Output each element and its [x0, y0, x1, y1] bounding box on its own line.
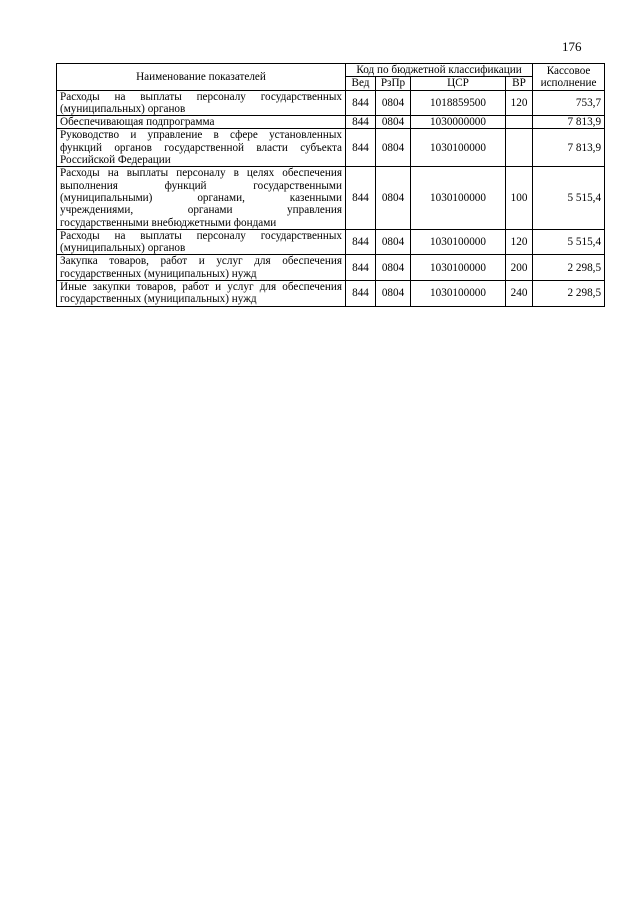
row-rzpr: 0804 — [376, 229, 411, 255]
row-name-line: государственных (муниципальных) нужд — [60, 293, 257, 306]
page-number: 176 — [562, 39, 582, 54]
row-vr: 120 — [506, 229, 533, 255]
budget-table — [56, 63, 605, 307]
row-name-line: (муниципальными) органами, казенными — [60, 191, 342, 204]
row-amount: 5 515,4 — [533, 229, 605, 255]
row-csr: 1030100000 — [411, 229, 506, 255]
row-csr: 1018859500 — [411, 90, 506, 116]
header-execution — [533, 64, 605, 91]
row-csr: 1030000000 — [411, 116, 506, 129]
row-vr — [506, 129, 533, 167]
row-ved: 844 — [346, 90, 376, 116]
row-name — [57, 167, 346, 229]
table-row — [57, 90, 605, 116]
row-rzpr: 0804 — [376, 90, 411, 116]
row-ved: 844 — [346, 116, 376, 129]
row-name-line: выполнения функций государственными — [60, 179, 342, 192]
row-amount: 7 813,9 — [533, 129, 605, 167]
row-ved: 844 — [346, 229, 376, 255]
row-amount: 5 515,4 — [533, 167, 605, 229]
table-row — [57, 255, 605, 281]
row-name — [57, 129, 346, 167]
row-name-line: (муниципальных) органов — [60, 242, 186, 255]
header-csr: ЦСР — [411, 77, 506, 90]
header-code-group: Код по бюджетной классификации — [346, 64, 533, 77]
header-rzpr: РзПр — [376, 77, 411, 90]
row-amount: 2 298,5 — [533, 281, 605, 307]
row-ved: 844 — [346, 129, 376, 167]
header-ved: Вед — [346, 77, 376, 90]
row-name-line: Расходы на выплаты персоналу государственных — [60, 90, 342, 103]
row-name — [57, 281, 346, 307]
row-name — [57, 90, 346, 116]
row-rzpr: 0804 — [376, 129, 411, 167]
row-rzpr: 0804 — [376, 167, 411, 229]
row-name-line: Российской Федерации — [60, 154, 171, 167]
row-name-line: Расходы на выплаты персоналу государственных — [60, 229, 342, 242]
row-amount: 7 813,9 — [533, 116, 605, 129]
row-name-line: Закупка товаров, работ и услуг для обеспечения — [60, 255, 342, 268]
header-name: Наименование показателей — [57, 64, 346, 91]
row-vr: 240 — [506, 281, 533, 307]
header-vr: ВР — [506, 77, 533, 90]
header-execution-line2: исполнение — [540, 76, 597, 89]
row-vr: 100 — [506, 167, 533, 229]
row-amount: 753,7 — [533, 90, 605, 116]
row-name-line: учреждениями, органами управления — [60, 204, 342, 217]
row-vr: 200 — [506, 255, 533, 281]
row-csr: 1030100000 — [411, 255, 506, 281]
header-execution-line1: Кассовое — [546, 64, 591, 77]
table-row — [57, 229, 605, 255]
row-name-line: Расходы на выплаты персоналу в целях обеспечения — [60, 167, 342, 180]
row-amount: 2 298,5 — [533, 255, 605, 281]
row-csr: 1030100000 — [411, 281, 506, 307]
row-name-line: функций органов государственной власти субъекта — [60, 141, 342, 154]
table-row — [57, 116, 605, 129]
row-ved: 844 — [346, 167, 376, 229]
row-name-line: (муниципальных) органов — [60, 102, 186, 115]
row-csr: 1030100000 — [411, 167, 506, 229]
row-rzpr: 0804 — [376, 281, 411, 307]
row-name — [57, 116, 346, 129]
table-row — [57, 281, 605, 307]
row-vr — [506, 116, 533, 129]
row-rzpr: 0804 — [376, 255, 411, 281]
row-name-line: Руководство и управление в сфере установленных — [60, 129, 342, 142]
row-vr: 120 — [506, 90, 533, 116]
table-row — [57, 129, 605, 167]
table-body — [57, 90, 605, 306]
table-row — [57, 167, 605, 229]
row-rzpr: 0804 — [376, 116, 411, 129]
row-name-line: государственных (муниципальных) нужд — [60, 267, 257, 280]
row-ved: 844 — [346, 281, 376, 307]
header-row-top — [57, 64, 605, 77]
row-csr: 1030100000 — [411, 129, 506, 167]
row-name — [57, 255, 346, 281]
row-name — [57, 229, 346, 255]
row-ved: 844 — [346, 255, 376, 281]
row-name-line: Обеспечивающая подпрограмма — [60, 116, 215, 129]
row-name-line: государственными внебюджетными фондами — [60, 216, 277, 229]
row-name-line: Иные закупки товаров, работ и услуг для обеспечения — [60, 281, 342, 294]
